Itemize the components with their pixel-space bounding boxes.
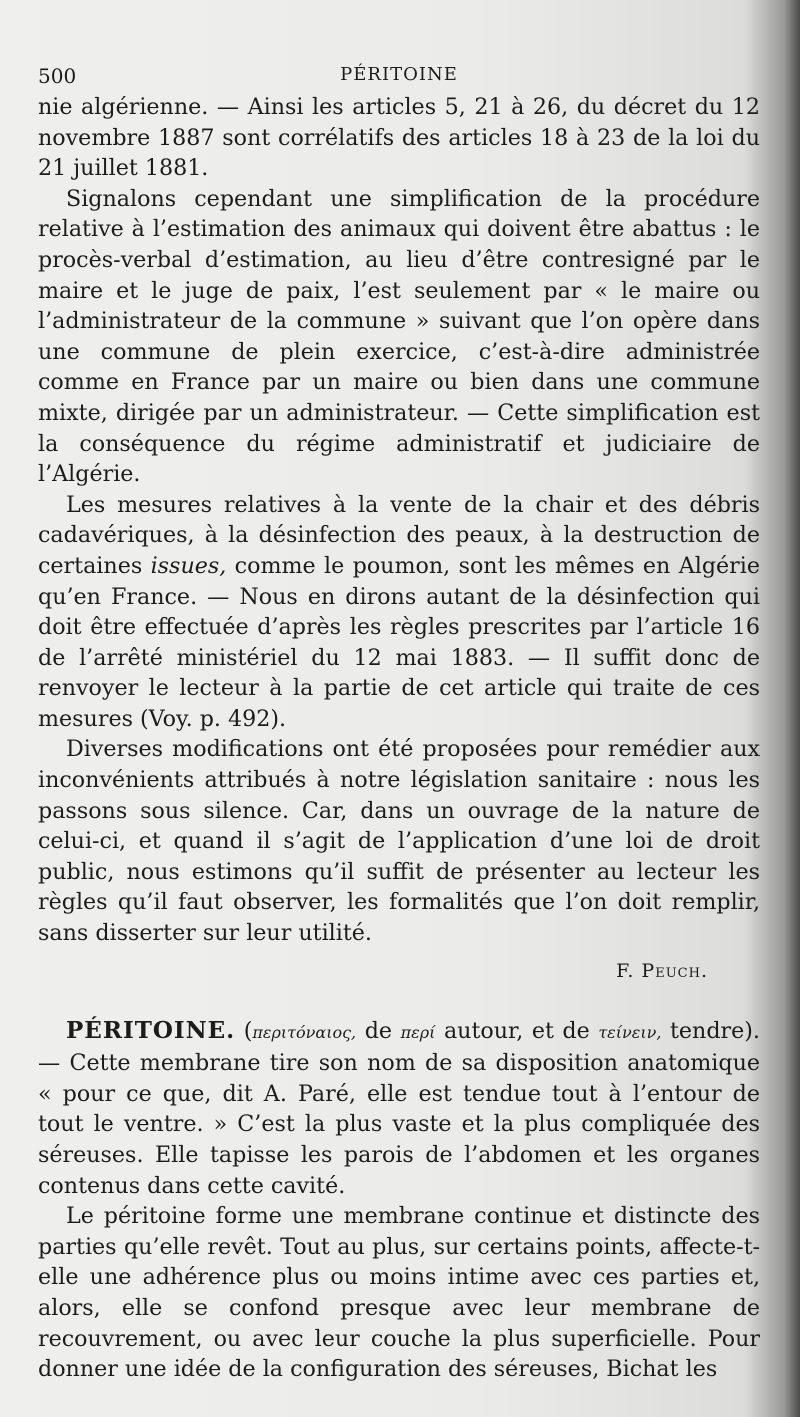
entry-paragraph-1-text: — Cette membrane tire son nom de sa disposition anatomique « pour ce que, dit A. Paré, elle est tendue tout à l’entour de tout le ventre. » C’est la plus vaste et la plus compliquée des séreuses. Elle tapisse les parois de l’abdomen et les organes contenus dans cette cavité. [38,1050,760,1199]
article-text [38,92,760,1385]
signature-initial: F. P [616,959,656,982]
paragraph-1: nie algérienne. — Ainsi les articles 5, 21 à 26, du décret du 12 novembre 1887 sont corrélatifs des articles 18 à 23 de la loi du 21 juillet 1881. [38,94,760,182]
greek-word-1: περιτόναιος, [252,1022,357,1042]
paragraph-3 [38,490,760,735]
signature-surname: euch [655,959,701,982]
paragraph-3-text-a: Les mesures relatives à la vente de la chair et des débris cadavériques, à la désinfection des peaux, à la destruction de certaines [38,491,760,579]
page-number: 500 [38,64,77,88]
paragraph-4: Diverses modifications ont été proposées pour remédier aux inconvénients attribués à notre législation sanitaire : nous les passons sous silence. Car, dans un ouvrage de la nature de celui-ci, et quand il s’agit de l’application d’une loi de droit public, nous estimons qu’il suffit de présenter au lecteur les règles qu’il faut observer, les formalités que l’on doit remplir, sans disserter sur leur utilité. [38,736,760,947]
signature-end: . [700,959,708,982]
greek-word-2: περί [400,1022,436,1042]
italic-term-issues: issues, [150,552,227,579]
paragraph-2: Signalons cependant une simplification de la procédure relative à l’estimation des animaux qui doivent être abattus : le procès-verbal d’estimation, au lieu d’être contresigné par le maire et le juge de paix, l’est seulement par « le maire ou l’administrateur de la commune » suivant que l’on opère dans une commune de plein exercice, c’est-à-dire administrée comme en France par un maire ou bien dans une commune mixte, dirigée par un administrateur. — Cette simplification est la conséquence du régime administratif et judiciaire de l’Algérie. [38,185,760,488]
running-title: PÉRITOINE [340,64,458,85]
etymology-mid-2: autour, et de [435,1017,599,1044]
running-head [38,58,760,92]
section-gap [38,986,760,1016]
etymology-open: ( [235,1017,253,1044]
entry-paragraph-1 [38,1016,760,1202]
entry-headword: PÉRITOINE. [66,1016,236,1044]
entry-paragraph-2: Le péritoine forme une membrane continue et distincte des parties qu’elle revêt. Tout au plus, sur certains points, affecte-t-elle une adhérence plus ou moins intime avec ces parties et, alors, elle se confond presque avec leur membrane de recouvrement, ou avec leur couche la plus superficielle. Pour donner une idée de la configuration des séreuses, Bichat les [38,1203,760,1383]
etymology-mid-3: tendre). [661,1017,760,1044]
greek-word-3: τείνειν, [598,1022,662,1042]
etymology-mid-1: de [356,1017,401,1044]
paragraph-3-text-b: comme le poumon, sont les mêmes en Algérie qu’en France. — Nous en dirons autant de la désinfection qui doit être effectuée d’après les règles prescrites par l’article 16 de l’arrêté ministériel du 12 mai 1883. — Il suffit donc de renvoyer le lecteur à la partie de cet article qui traite de ces mesures (Voy. p. 492). [38,552,760,732]
author-signature [38,956,708,986]
